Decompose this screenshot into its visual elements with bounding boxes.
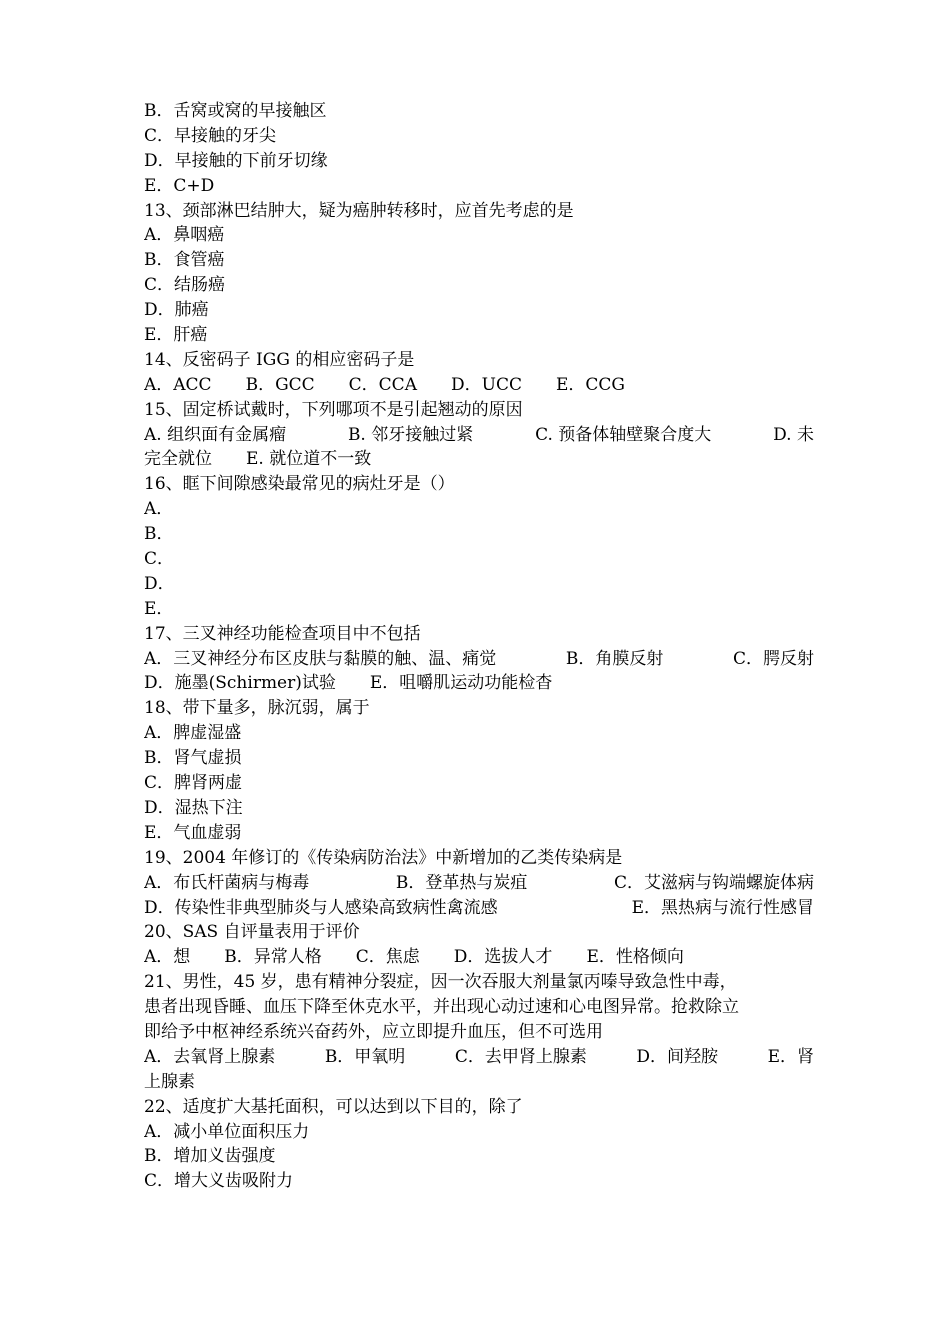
text-line: E．气血虚弱: [144, 822, 242, 843]
text-line: B．肾气虚损: [144, 748, 242, 769]
option-text: C．腭反射: [732, 648, 814, 669]
option-text: C．去甲肾上腺素: [454, 1046, 587, 1067]
text-line: 上腺素: [144, 1071, 195, 1092]
option-text: B. 邻牙接触过紧: [347, 424, 474, 445]
text-line: 患者出现昏睡、血压下降至休克水平，并出现心动过速和心电图异常。抢救除立: [144, 997, 739, 1018]
text-line: C．结肠癌: [144, 275, 226, 296]
text-line: 20、SAS 自评量表用于评价: [144, 922, 360, 943]
option-text: B．角膜反射: [565, 648, 664, 669]
option-text: A．ACC: [144, 374, 212, 395]
option-text: C．CCA: [348, 374, 417, 395]
text-line: B．舌窝或窝的早接触区: [144, 101, 327, 121]
text-line: 14、反密码子 IGG 的相应密码子是: [144, 349, 415, 370]
text-line: B．: [144, 524, 174, 545]
text-line: 15、固定桥试戴时，下列哪项不是引起翘动的原因: [144, 399, 523, 420]
option-text: E．肾: [767, 1046, 814, 1067]
option-row: [144, 945, 814, 970]
text-line: 16、眶下间隙感染最常见的病灶牙是（）: [144, 474, 455, 495]
text-line: C．: [144, 549, 175, 570]
text-line: 18、带下量多，脉沉弱，属于: [144, 698, 370, 719]
option-text: D．施墨(Schirmer)试验: [144, 673, 336, 694]
option-text: 完全就位: [144, 449, 212, 470]
text-line: C．早接触的牙尖: [144, 125, 277, 146]
text-line: 即给予中枢神经系统兴奋药外，应立即提升血压，但不可选用: [144, 1021, 603, 1042]
text-line: C．增大义齿吸附力: [144, 1171, 294, 1192]
text-line: A．脾虚湿盛: [144, 723, 242, 744]
option-row: [144, 647, 814, 672]
option-text: C. 预备体轴壁聚合度大: [535, 424, 712, 445]
option-text: E．CCG: [555, 374, 625, 395]
option-text: E．性格倾向: [586, 947, 684, 968]
option-row: [144, 896, 814, 921]
option-text: D. 未: [773, 424, 814, 445]
option-text: E．黑热病与流行性感冒: [631, 897, 814, 918]
option-text: E．咀嚼肌运动功能检杳: [369, 673, 553, 694]
text-line: C．脾肾两虚: [144, 773, 243, 794]
text-line: 17、三叉神经功能检查项目中不包括: [144, 623, 421, 644]
option-text: C．艾滋病与钩端螺旋体病: [613, 872, 814, 893]
option-text: B．登革热与炭疽: [395, 872, 528, 893]
option-row: [144, 871, 814, 896]
text-line: 19、2004 年修订的《传染病防治法》中新增加的乙类传染病是: [144, 847, 623, 868]
option-row: [144, 447, 814, 472]
text-line: D．早接触的下前牙切缘: [144, 150, 328, 171]
text-line: A．鼻咽癌: [144, 225, 225, 246]
option-text: B．异常人格: [224, 947, 322, 968]
text-line: 21、男性，45 岁，患有精神分裂症，因一次吞服大剂量氯丙嗪导致急性中毒，: [144, 972, 737, 993]
option-text: A．去氧肾上腺素: [144, 1046, 276, 1067]
text-line: D．: [144, 573, 175, 594]
option-row: [144, 1045, 814, 1070]
option-text: B．甲氧明: [324, 1046, 406, 1067]
option-row: [144, 423, 814, 448]
option-text: A．想: [144, 947, 191, 968]
text-line: D．湿热下注: [144, 797, 243, 818]
text-line: A．: [144, 499, 174, 520]
option-text: A．三叉神经分布区皮肤与黏膜的触、温、痛觉: [144, 648, 497, 669]
option-text: A. 组织面有金属瘤: [144, 424, 287, 445]
option-row: [144, 373, 814, 398]
option-row: [144, 671, 814, 696]
option-text: D．传染性非典型肺炎与人感染高致病性禽流感: [144, 897, 498, 918]
text-line: E．: [144, 598, 174, 619]
text-line: E．肝癌: [144, 325, 208, 346]
option-text: C．焦虑: [355, 947, 420, 968]
option-text: A．布氏杆菌病与梅毒: [144, 872, 310, 893]
option-text: E. 就位道不一致: [246, 449, 372, 470]
text-line: B．增加义齿强度: [144, 1146, 276, 1167]
text-line: B．食管癌: [144, 250, 225, 271]
option-text: D．UCC: [450, 374, 522, 395]
text-line: A．减小单位面积压力: [144, 1121, 310, 1142]
option-text: D．选拔人才: [453, 947, 553, 968]
option-text: B．GCC: [245, 374, 315, 395]
option-text: D．间羟胺: [636, 1046, 719, 1067]
text-line: 13、颈部淋巴结肿大，疑为癌肿转移时，应首先考虑的是: [144, 200, 574, 221]
document-body: [144, 99, 814, 1194]
text-line: E．C+D: [144, 175, 215, 196]
text-line: D．肺癌: [144, 300, 209, 321]
text-line: 22、适度扩大基托面积，可以达到以下目的，除了: [144, 1096, 523, 1117]
